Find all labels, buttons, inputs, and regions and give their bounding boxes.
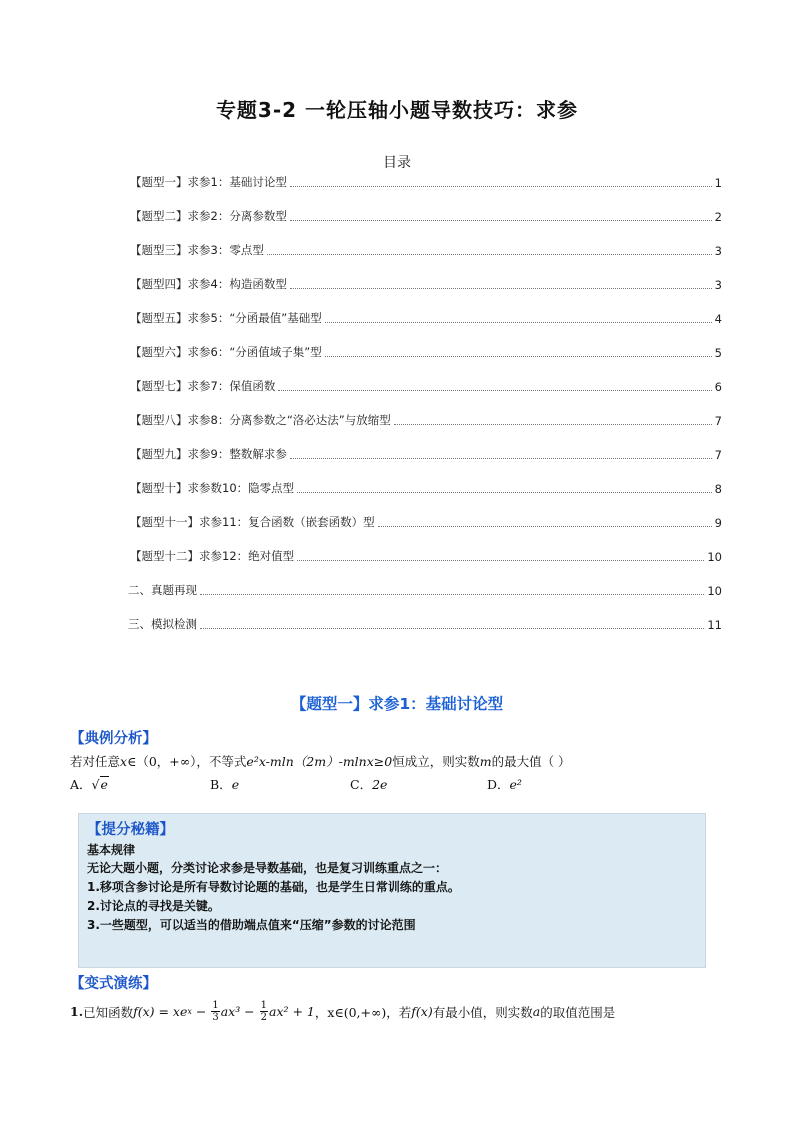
tips-box (78, 813, 706, 968)
toc-entry-page: 3 (714, 244, 722, 258)
option-value: 2e (372, 777, 388, 792)
toc-entry[interactable] (128, 582, 722, 598)
toc-leader (278, 389, 711, 391)
problem-number: 1. (70, 1004, 84, 1019)
toc-entry-page: 11 (707, 618, 722, 632)
toc-entry-label: 【题型七】求参7：保值函数 (130, 379, 276, 393)
fraction-numerator: 1 (212, 1000, 219, 1011)
toc-entry[interactable] (130, 208, 722, 224)
toc-leader (200, 627, 704, 629)
var-a: a (532, 1004, 541, 1019)
toc-entry-label: 【题型二】求参2：分离参数型 (130, 209, 287, 223)
toc-entry-page: 7 (714, 448, 722, 462)
fraction-denominator: 2 (260, 1012, 267, 1023)
toc-leader (378, 525, 712, 527)
toc-entry-label: 二、真题再现 (128, 583, 197, 597)
toc-entry-label: 【题型六】求参6：“分函值域子集”型 (130, 345, 322, 359)
tips-line: 3.一些题型，可以适当的借助端点值来“压缩”参数的讨论范围 (87, 918, 416, 932)
toc-entry-label: 【题型十】求参数10：隐零点型 (130, 481, 295, 495)
tips-line: 基本规律 (87, 843, 136, 857)
toc-entry[interactable] (130, 378, 722, 394)
option-b[interactable] (210, 775, 239, 793)
fraction-numerator: 1 (260, 1000, 267, 1011)
option-value-text: e (100, 777, 108, 792)
option-letter: A． (70, 777, 92, 792)
toc-entry-label: 【题型八】求参8：分离参数之“洛必达法”与放缩型 (130, 413, 391, 427)
option-value (92, 777, 109, 792)
toc-entry-page: 1 (714, 176, 722, 190)
sqrt-icon: √ (91, 777, 100, 792)
toc-entry-label: 【题型九】求参9：整数解求参 (130, 447, 287, 461)
toc-entry[interactable] (130, 310, 722, 326)
toc-entry[interactable] (130, 514, 722, 530)
example-text: 的最大值（ ） (491, 754, 571, 769)
example-inequality: e²x-mln（2m）-mlnx≥0 (246, 754, 393, 769)
toc-entry-page: 9 (714, 516, 722, 530)
tips-line: 1.移项含参讨论是所有导数讨论题的基础，也是学生日常训练的重点。 (87, 880, 460, 894)
section-title: 【题型一】求参1：基础讨论型 (290, 695, 504, 713)
toc-entry-page: 7 (714, 414, 722, 428)
domain: ，x∈(0,+∞) (314, 1004, 387, 1020)
option-c[interactable] (350, 775, 387, 793)
problem-text: ，若 (386, 1004, 412, 1020)
option-d[interactable] (487, 775, 522, 793)
toc-entry[interactable] (130, 344, 722, 360)
toc-entry-page: 4 (714, 312, 722, 326)
toc-entry-page: 3 (714, 278, 722, 292)
toc-entry-label: 三、模拟检测 (128, 617, 197, 631)
function-ref: f(x) (411, 1004, 433, 1019)
example-tag: 【典例分析】 (70, 731, 157, 747)
toc-heading: 目录 (383, 155, 411, 171)
fraction (211, 1000, 219, 1023)
toc-entry-label: 【题型五】求参5：“分函最值”基础型 (130, 311, 322, 325)
tips-title: 【提分秘籍】 (87, 822, 174, 838)
toc-leader (297, 491, 712, 493)
math-op: − (191, 1004, 211, 1019)
option-letter: C． (350, 777, 373, 792)
toc-leader (290, 219, 712, 221)
document-title: 专题3-2 一轮压轴小题导数技巧：求参 (215, 98, 579, 122)
problem-text: 已知函数 (83, 1004, 134, 1020)
example-question (70, 752, 730, 770)
toc-entry[interactable] (130, 242, 722, 258)
option-letter: B． (210, 777, 232, 792)
toc-entry-page: 5 (714, 346, 722, 360)
toc-entry[interactable] (130, 548, 722, 564)
function-def: f(x) = xe (133, 1004, 188, 1019)
problem-1 (70, 1000, 730, 1023)
example-var-m: m (479, 754, 492, 769)
toc-leader (267, 253, 712, 255)
option-value: e (231, 777, 240, 792)
toc-leader (290, 287, 712, 289)
exponent: x (187, 1007, 192, 1016)
math-term: ax³ − (220, 1004, 259, 1019)
variant-tag: 【变式演练】 (70, 976, 157, 992)
tips-line: 无论大题小题，分类讨论求参是导数基础，也是复习训练重点之一： (87, 861, 448, 875)
toc-entry[interactable] (130, 174, 722, 190)
example-text: 恒成立，则实数 (392, 754, 480, 769)
example-text: ∈（0，+∞），不等式 (127, 754, 247, 769)
toc-entry-label: 【题型一】求参1：基础讨论型 (130, 175, 287, 189)
toc-entry-page: 10 (707, 584, 722, 598)
toc-entry-label: 【题型十一】求参11：复合函数（嵌套函数）型 (130, 515, 375, 529)
tips-line: 2.讨论点的寻找是关键。 (87, 899, 220, 913)
toc-entry[interactable] (130, 412, 722, 428)
toc-entry-page: 10 (707, 550, 722, 564)
toc-leader (325, 355, 712, 357)
toc-leader (394, 423, 712, 425)
toc-leader (290, 185, 712, 187)
math-term: ax² + 1 (269, 1004, 315, 1019)
toc-entry[interactable] (130, 446, 722, 462)
fraction-denominator: 3 (212, 1012, 219, 1023)
toc-entry-label: 【题型三】求参3：零点型 (130, 243, 264, 257)
toc-entry-label: 【题型四】求参4：构造函数型 (130, 277, 287, 291)
toc-entry[interactable] (128, 616, 722, 632)
option-value: e² (509, 777, 522, 792)
toc-entry[interactable] (130, 276, 722, 292)
problem-text: 有最小值，则实数 (432, 1004, 533, 1020)
option-letter: D． (487, 777, 510, 792)
example-var-x: x (120, 754, 128, 769)
toc-entry-page: 8 (714, 482, 722, 496)
toc-leader (200, 593, 704, 595)
option-a[interactable] (70, 775, 109, 793)
toc-entry-page: 6 (714, 380, 722, 394)
toc-entry-page: 2 (714, 210, 722, 224)
toc-leader (325, 321, 712, 323)
fraction (260, 1000, 268, 1023)
toc-leader (297, 559, 704, 561)
toc-entry-label: 【题型十二】求参12：绝对值型 (130, 549, 295, 563)
problem-text: 的取值范围是 (540, 1004, 616, 1020)
example-text: 若对任意 (70, 754, 121, 769)
toc-leader (290, 457, 712, 459)
toc-entry[interactable] (130, 480, 722, 496)
